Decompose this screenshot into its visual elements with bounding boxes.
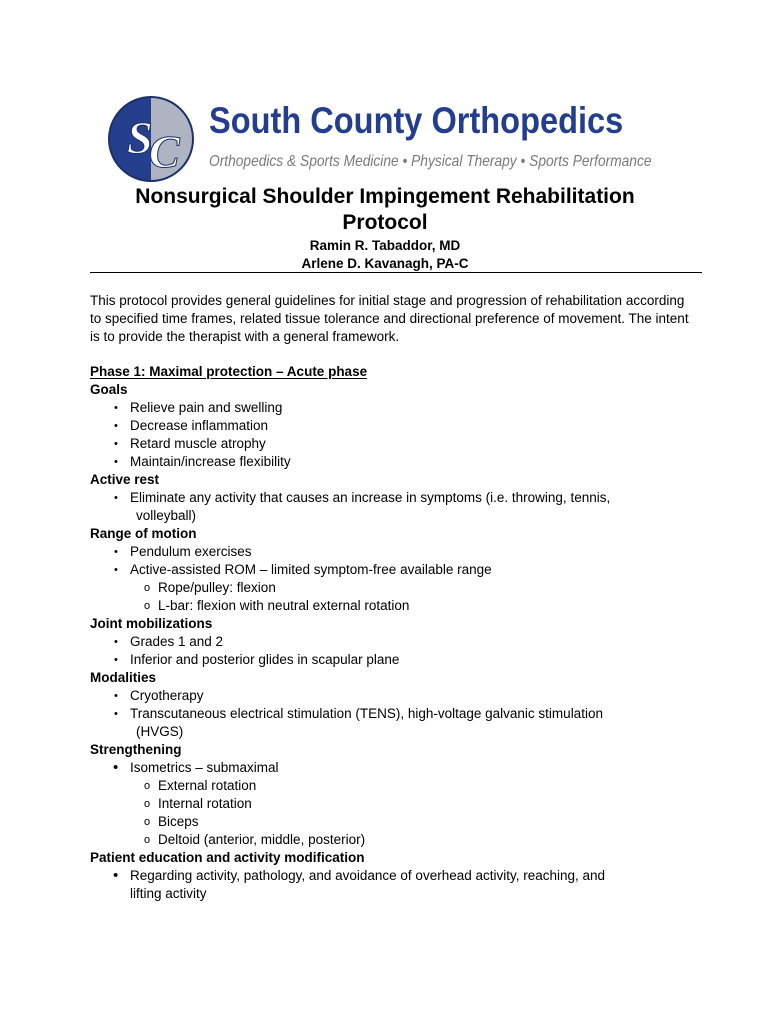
list-item-text: Retard muscle atrophy [130,436,266,451]
range-of-motion-list [90,543,690,615]
list-item-text: Maintain/increase flexibility [130,454,291,469]
joint-mobilizations-list [90,633,690,669]
list-item [114,453,690,471]
protocol-body [90,292,690,903]
intro-paragraph: This protocol provides general guidelines for initial stage and progression of rehabilitation according to specified time frames, related tissue tolerance and directional preference of movement. The intent is to provide the therapist with a general framework. [90,293,689,344]
rom-sub-list [130,579,690,615]
list-item-text-cont: volleyball) [136,508,197,523]
list-item [113,867,690,903]
list-item-text: Cryotherapy [130,688,204,703]
sub-list-item-text: Internal rotation [158,796,252,811]
title-divider [90,272,702,273]
list-item [114,417,690,435]
sub-list-item [144,795,690,813]
range-of-motion-heading: Range of motion [90,526,197,541]
strengthening-list [90,759,690,849]
bullet-icon: • [114,420,118,432]
strengthening-sub-list [130,777,690,849]
list-item-text: Transcutaneous electrical stimulation (TENS), high-voltage galvanic stimulation [130,706,603,721]
list-item [113,759,690,849]
bullet-icon: • [114,546,118,558]
bullet-icon: • [114,456,118,468]
sub-list-item-text: External rotation [158,778,257,793]
svg-text:S: S [127,112,153,163]
list-item [114,489,690,525]
logo-title: South County Orthopedics [209,100,624,141]
sub-list-item [144,777,690,795]
bullet-icon: • [114,564,118,576]
phase1-heading: Phase 1: Maximal protection – Acute phase [90,364,368,379]
author-2: Arlene D. Kavanagh, PA-C [301,256,469,271]
list-item [114,651,690,669]
list-item [114,705,690,741]
list-item-text: Eliminate any activity that causes an increase in symptoms (i.e. throwing, tennis, [130,490,611,505]
bullet-icon: • [114,690,118,702]
document-title [80,184,690,236]
bullet-icon: • [114,402,118,414]
sub-bullet-icon: o [144,798,151,810]
sub-bullet-icon: o [144,816,151,828]
list-item [114,435,690,453]
list-item-text: Regarding activity, pathology, and avoidance of overhead activity, reaching, and [130,868,606,883]
sub-list-item [144,597,690,615]
sub-list-item [144,579,690,597]
modalities-heading: Modalities [90,670,157,685]
header-logo [105,95,670,187]
list-item [114,561,690,615]
document-title-line1: Nonsurgical Shoulder Impingement Rehabilitation [135,185,635,208]
list-item-text: Isometrics – submaximal [130,760,279,775]
list-item-text: Active-assisted ROM – limited symptom-free available range [130,562,492,577]
sub-bullet-icon: o [144,780,151,792]
list-item-text: Inferior and posterior glides in scapular plane [130,652,400,667]
sc-emblem-icon [107,95,195,183]
sub-list-item-text: Deltoid (anterior, middle, posterior) [158,832,366,847]
patient-education-heading: Patient education and activity modification [90,850,365,865]
sub-list-item [144,831,690,849]
list-item [114,633,690,651]
sub-list-item [144,813,690,831]
bullet-icon: • [113,759,119,776]
active-rest-list [90,489,690,525]
list-item [114,399,690,417]
sub-bullet-icon: o [144,582,151,594]
sub-list-item-text: Biceps [158,814,199,829]
sub-list-item-text: Rope/pulley: flexion [158,580,276,595]
patient-education-list [90,867,690,903]
bullet-icon: • [114,492,118,504]
list-item-text: Relieve pain and swelling [130,400,283,415]
sub-bullet-icon: o [144,834,151,846]
goals-list [90,399,690,471]
bullet-icon: • [114,636,118,648]
list-item-text: Decrease inflammation [130,418,269,433]
bullet-icon: • [113,867,119,884]
goals-heading: Goals [90,382,128,397]
list-item-text: Grades 1 and 2 [130,634,224,649]
bullet-icon: • [114,438,118,450]
sub-bullet-icon: o [144,600,151,612]
modalities-list [90,687,690,741]
logo-subtitle: Orthopedics & Sports Medicine • Physical Therapy • Sports Performance [209,153,652,170]
list-item [114,543,690,561]
sub-list-item-text: L-bar: flexion with neutral external rotation [158,598,410,613]
joint-mobilizations-heading: Joint mobilizations [90,616,213,631]
author-1: Ramin R. Tabaddor, MD [309,238,461,253]
active-rest-heading: Active rest [90,472,160,487]
svg-text:C: C [149,126,180,177]
strengthening-heading: Strengthening [90,742,182,757]
document-title-line2: Protocol [342,211,428,234]
list-item-text-cont: (HVGS) [136,724,184,739]
bullet-icon: • [114,654,118,666]
list-item-text: Pendulum exercises [130,544,252,559]
list-item-text-cont: lifting activity [130,886,207,901]
bullet-icon: • [114,708,118,720]
list-item [114,687,690,705]
